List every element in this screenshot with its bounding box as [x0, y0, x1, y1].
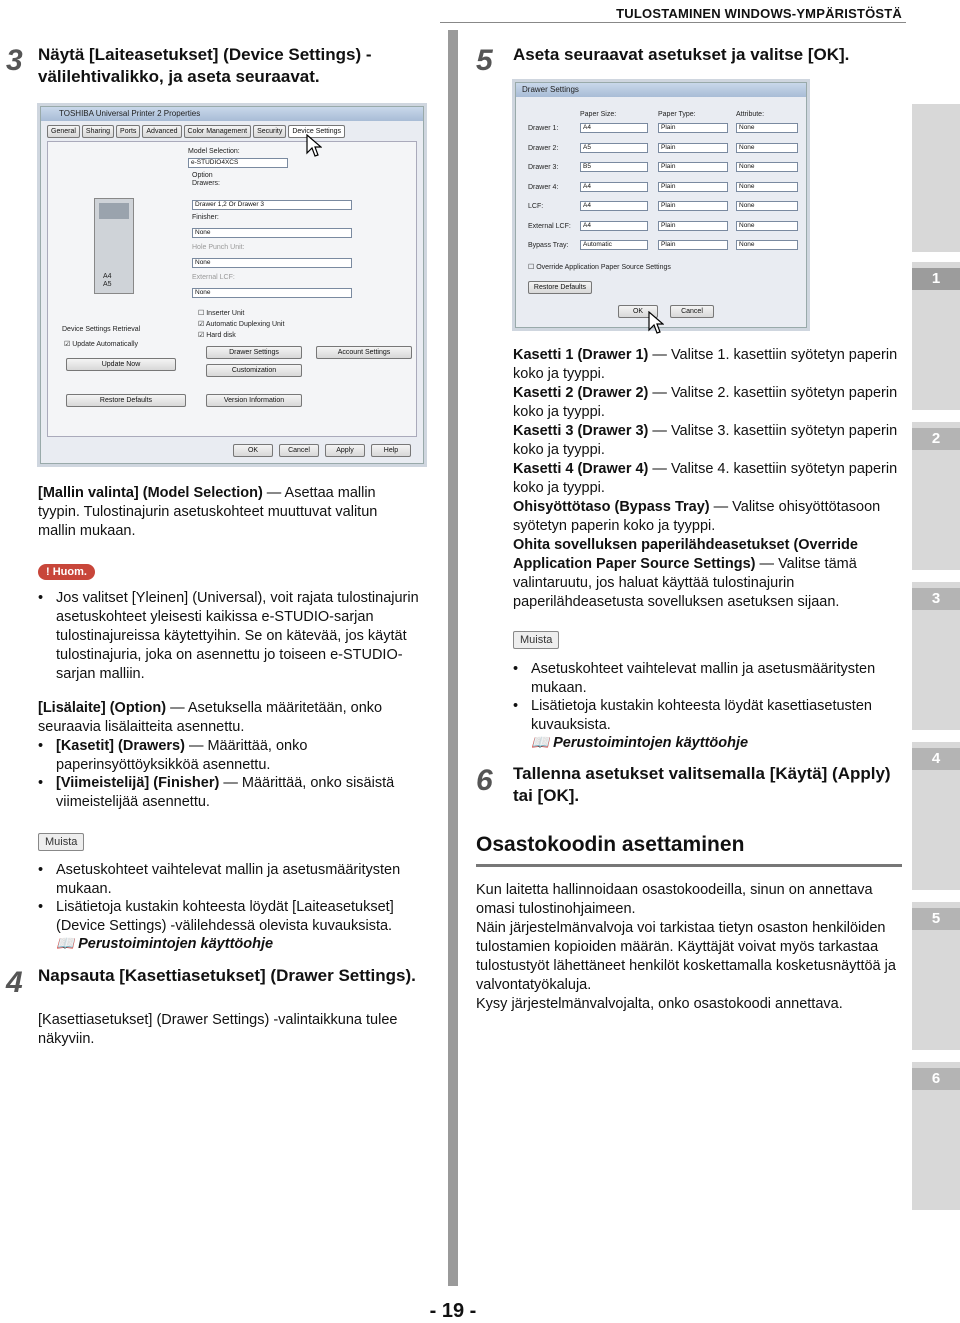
- ok-button[interactable]: OK: [233, 444, 273, 457]
- tab-sharing[interactable]: Sharing: [82, 125, 114, 138]
- model-selection-paragraph: [38, 484, 413, 541]
- drawer-row: [516, 240, 806, 254]
- header-rule: [440, 22, 906, 23]
- device-settings-screenshot: [40, 106, 424, 464]
- tray-label: A4: [103, 273, 112, 280]
- side-tab-3[interactable]: [912, 582, 960, 730]
- model-selection-text: — Asettaa mallin tyypin. Tulostinajurin asetuskohteet muuttuvat valitun mallin mukaan.: [38, 485, 378, 539]
- attribute-select[interactable]: None: [736, 201, 798, 211]
- running-header: TULOSTAMINEN WINDOWS-YMPÄRISTÖSTÄ: [616, 6, 902, 21]
- attribute-select[interactable]: None: [736, 162, 798, 172]
- finisher-term: [Viimeistelijä] (Finisher): [56, 775, 220, 791]
- tab-security[interactable]: Security: [253, 125, 286, 138]
- step-4-description: [Kasettiasetukset] (Drawer Settings) -valintaikkuna tulee näkyviin.: [38, 1012, 398, 1047]
- override-checkbox[interactable]: ☐ Override Application Paper Source Settings: [528, 264, 671, 271]
- drawer-item: Ohisyöttötaso (Bypass Tray) — Valitse ohisyöttötasoon syötetyn paperin koko ja tyyppi.: [513, 499, 881, 534]
- drawer-row: [516, 182, 806, 196]
- model-select[interactable]: e-STUDIO4XCS: [188, 158, 288, 168]
- drawer-item: Kasetti 3 (Drawer 3) — Valitse 3. kasettiin syötetyn paperin koko ja tyyppi.: [513, 423, 898, 458]
- mouse-cursor-icon: [306, 134, 322, 158]
- paper-size-select[interactable]: B5: [580, 162, 648, 172]
- drawer-row: [516, 123, 806, 137]
- drawer-items-list: [513, 346, 903, 612]
- dialog-title: TOSHIBA Universal Printer 2 Properties: [41, 107, 423, 121]
- reference-link[interactable]: 📖 Perustoimintojen käyttöohje: [56, 936, 274, 952]
- drawer-row: [516, 143, 806, 157]
- muista-badge-left: [38, 832, 84, 851]
- drawer-row: [516, 201, 806, 215]
- tab-panel: [47, 141, 417, 437]
- option-text: — Asetuksella määritetään, onko seuraavia lisälaitteita asennettu.: [38, 700, 383, 735]
- option-term: [Lisälaite] (Option): [38, 700, 167, 716]
- huom-bullet: • Jos valitset [Yleinen] (Universal), voit rajata tulostinajurin asetuskohteet yleisesti kaikissa e-STUDIO-sarjan tulostinajureissa käytettyihin. Se on kätevää, jos käytät tulostinajuria, joka on asennettu jo toiseen e-STUDIO-sarjan malliin.: [38, 589, 423, 684]
- huom-label: ! Huom.: [38, 564, 95, 580]
- step-6-title: Tallenna asetukset valitsemalla [Käytä] (Apply) tai [OK].: [513, 764, 891, 805]
- step-number-4: 4: [6, 966, 23, 999]
- drawers-bullet: • [Kasetit] (Drawers) — Määrittää, onko paperinsyöttöyksikköä asennettu.: [38, 738, 308, 773]
- finisher-text: — Määrittää, onko sisäistä viimeistelijää asennettu.: [56, 775, 395, 810]
- hole-punch-select[interactable]: None: [192, 258, 352, 268]
- section-rule: [476, 864, 902, 867]
- drawer-restore-defaults-button[interactable]: Restore Defaults: [528, 281, 592, 294]
- update-now-button[interactable]: Update Now: [66, 358, 176, 371]
- paper-size-select[interactable]: A5: [580, 143, 648, 153]
- muista-bullet: • Asetuskohteet vaihtelevat mallin ja asetusmääritysten mukaan.: [38, 862, 401, 897]
- paper-size-select[interactable]: A4: [580, 182, 648, 192]
- drawer-cancel-button[interactable]: Cancel: [670, 305, 714, 318]
- side-tab-2[interactable]: [912, 422, 960, 570]
- attribute-select[interactable]: None: [736, 143, 798, 153]
- paper-size-header: Paper Size:: [580, 111, 617, 118]
- step-number-5: 5: [476, 44, 493, 77]
- drawer-item: Kasetti 1 (Drawer 1) — Valitse 1. kasettiin syötetyn paperin koko ja tyyppi.: [513, 347, 898, 382]
- muista-bullet: • Asetuskohteet vaihtelevat mallin ja asetusmääritysten mukaan.: [513, 661, 876, 696]
- customization-button[interactable]: Customization: [206, 364, 302, 377]
- drawer-item: Kasetti 4 (Drawer 4) — Valitse 4. kasettiin syötetyn paperin koko ja tyyppi.: [513, 461, 898, 496]
- section-paragraph: Näin järjestelmänvalvoja voi tarkistaa tietyn osaston henkilöiden tulostamien kopioiden määrän. Käyttäjät voivat myös tarkastaa tulostustyöt lähettäneet henkilöt koskettamalla kosketusnäyttöä ja valvontatyökaluja.: [476, 920, 896, 993]
- drawers-text: — Määrittää, onko paperinsyöttöyksikköä asennettu.: [56, 738, 308, 773]
- dialog-tabs: [41, 121, 423, 138]
- muista-bullet: • Lisätietoja kustakin kohteesta löydät kasettiasetusten kuvauksista.: [513, 698, 872, 733]
- side-tab-label: 2: [912, 428, 960, 450]
- paper-size-select[interactable]: A4: [580, 123, 648, 133]
- drawers-term: [Kasetit] (Drawers): [56, 738, 185, 754]
- version-information-button[interactable]: Version Information: [206, 394, 302, 407]
- step-number-3: 3: [6, 44, 23, 77]
- paper-type-select[interactable]: Plain: [658, 123, 728, 133]
- section-title: Osastokoodin asettaminen: [476, 833, 745, 856]
- restore-defaults-button[interactable]: Restore Defaults: [66, 394, 186, 407]
- drawers-select[interactable]: Drawer 1,2 Or Drawer 3: [192, 200, 352, 210]
- drawer-settings-button[interactable]: Drawer Settings: [206, 346, 302, 359]
- cancel-button[interactable]: Cancel: [279, 444, 319, 457]
- huom-text: Jos valitset [Yleinen] (Universal), voit rajata tulostinajurin asetuskohteet yleisesti kaikissa e-STUDIO-sarjan tulostinajureissa käytettyihin. Se on kätevää, jos käytät tulostinajuria, joka on asennettu jo toiseen e-STUDIO-sarjan malliin.: [56, 590, 419, 682]
- paper-type-select[interactable]: Plain: [658, 143, 728, 153]
- paper-size-select[interactable]: Automatic: [580, 240, 648, 250]
- attribute-select[interactable]: None: [736, 182, 798, 192]
- drawer-item: Ohita sovelluksen paperilähdeasetukset (Override Application Paper Source Settings) — Valitse tämä valintaruutu, jos haluat käyttää tulostinajurin paperilähdeasetusta sovelluksen asetuksen sijaan.: [513, 537, 858, 610]
- printer-image: [94, 198, 134, 294]
- book-icon: 📖: [531, 735, 550, 751]
- option-paragraph: [38, 699, 423, 737]
- finisher-bullet: • [Viimeistelijä] (Finisher) — Määrittää, onko sisäistä viimeistelijää asennettu.: [38, 775, 395, 810]
- model-label: Model Selection:: [188, 148, 240, 155]
- muista-badge-right: [513, 630, 559, 649]
- side-tab-label: 5: [912, 908, 960, 930]
- drawer-settings-screenshot: [515, 82, 807, 328]
- huom-badge: [38, 562, 95, 580]
- finisher-select[interactable]: None: [192, 228, 352, 238]
- model-selection-term: [Mallin valinta] (Model Selection): [38, 485, 263, 501]
- drawer-ok-button[interactable]: OK: [618, 305, 658, 318]
- paper-type-select[interactable]: Plain: [658, 201, 728, 211]
- side-tab-6[interactable]: [912, 1062, 960, 1210]
- drawer-row-label: External LCF:: [528, 222, 571, 230]
- paper-size-select[interactable]: A4: [580, 221, 648, 231]
- paper-type-header: Paper Type:: [658, 111, 696, 118]
- side-tab-label: 4: [912, 748, 960, 770]
- drawer-row: [516, 221, 806, 235]
- account-settings-button[interactable]: Account Settings: [316, 346, 412, 359]
- side-tab-4[interactable]: [912, 742, 960, 890]
- checkbox-harddisk[interactable]: ☑ Hard disk: [198, 332, 236, 339]
- retrieval-label: Device Settings Retrieval: [62, 326, 141, 333]
- drawer-dialog-title: Drawer Settings: [516, 83, 806, 97]
- column-divider: [448, 30, 458, 1286]
- section-body: [476, 881, 902, 1014]
- side-tab-blank: [912, 104, 960, 252]
- step-3-title: Näytä [Laiteasetukset] (Device Settings) -välilehtivalikko, ja aseta seuraavat.: [38, 45, 372, 86]
- paper-type-select[interactable]: Plain: [658, 182, 728, 192]
- book-icon: 📖: [56, 936, 75, 952]
- tab-general[interactable]: General: [47, 125, 80, 138]
- drawer-row-label: Drawer 2:: [528, 144, 559, 152]
- help-button[interactable]: Help: [371, 444, 411, 457]
- paper-size-select[interactable]: A4: [580, 201, 648, 211]
- drawer-row-label: Drawer 4:: [528, 183, 559, 191]
- side-tab-1[interactable]: [912, 262, 960, 410]
- page-number: - 19 -: [429, 1300, 477, 1322]
- section-paragraph: Kysy järjestelmänvalvojalta, onko osastokoodi annettava.: [476, 996, 843, 1012]
- step-number-6: 6: [476, 764, 493, 797]
- tab-color-management[interactable]: Color Management: [184, 125, 252, 138]
- attribute-select[interactable]: None: [736, 123, 798, 133]
- paper-type-select[interactable]: Plain: [658, 221, 728, 231]
- drawer-item: Kasetti 2 (Drawer 2) — Valitse 2. kasettiin syötetyn paperin koko ja tyyppi.: [513, 385, 898, 420]
- side-tab-5[interactable]: [912, 902, 960, 1050]
- muista-bullet: • Lisätietoja kustakin kohteesta löydät [Laiteasetukset] (Device Settings) -välilehdessä olevista kuvauksista.: [38, 899, 394, 934]
- finisher-label: Finisher:: [192, 214, 219, 221]
- side-tab-label: 1: [912, 268, 960, 290]
- checkbox-duplex[interactable]: ☑ Automatic Duplexing Unit: [198, 321, 285, 328]
- external-lcf-select[interactable]: None: [192, 288, 352, 298]
- drawer-row-label: Bypass Tray:: [528, 242, 569, 249]
- section-paragraph: Kun laitetta hallinnoidaan osastokoodeilla, sinun on annettava omasi tulostinohjaimeen.: [476, 882, 873, 917]
- step-5-title: Aseta seuraavat asetukset ja valitse [OK].: [513, 45, 850, 64]
- dialog-buttons: [233, 444, 411, 457]
- paper-type-select[interactable]: Plain: [658, 162, 728, 172]
- attribute-header: Attribute:: [736, 111, 765, 118]
- side-tab-label: 3: [912, 588, 960, 610]
- tab-device-settings[interactable]: Device Settings: [288, 125, 345, 138]
- attribute-select[interactable]: None: [736, 240, 798, 250]
- external-lcf-label: External LCF:: [192, 274, 235, 281]
- apply-button[interactable]: Apply: [325, 444, 365, 457]
- muista-label: Muista: [38, 833, 84, 851]
- mouse-cursor-icon: [648, 311, 664, 335]
- paper-type-select[interactable]: Plain: [658, 240, 728, 250]
- update-auto-checkbox[interactable]: ☑ Update Automatically: [64, 341, 138, 348]
- drawer-row-label: Drawer 1:: [528, 125, 559, 132]
- checkbox-inserter[interactable]: ☐ Inserter Unit: [198, 310, 245, 317]
- drawer-row-label: Drawer 3:: [528, 164, 559, 171]
- tab-ports[interactable]: Ports: [116, 125, 140, 138]
- drawer-row-label: LCF:: [528, 203, 544, 210]
- tray-label: A5: [103, 281, 112, 288]
- hole-punch-label: Hole Punch Unit:: [192, 244, 245, 251]
- tab-advanced[interactable]: Advanced: [142, 125, 181, 138]
- option-label: Option: [192, 172, 213, 179]
- drawers-label: Drawers:: [192, 180, 221, 187]
- muista-label: Muista: [513, 631, 559, 649]
- step-4-title: Napsauta [Kasettiasetukset] (Drawer Settings).: [38, 966, 416, 985]
- option-checkboxes: [198, 308, 284, 341]
- drawer-row: [516, 162, 806, 176]
- side-tab-label: 6: [912, 1068, 960, 1090]
- reference-link[interactable]: 📖 Perustoimintojen käyttöohje: [531, 735, 749, 751]
- attribute-select[interactable]: None: [736, 221, 798, 231]
